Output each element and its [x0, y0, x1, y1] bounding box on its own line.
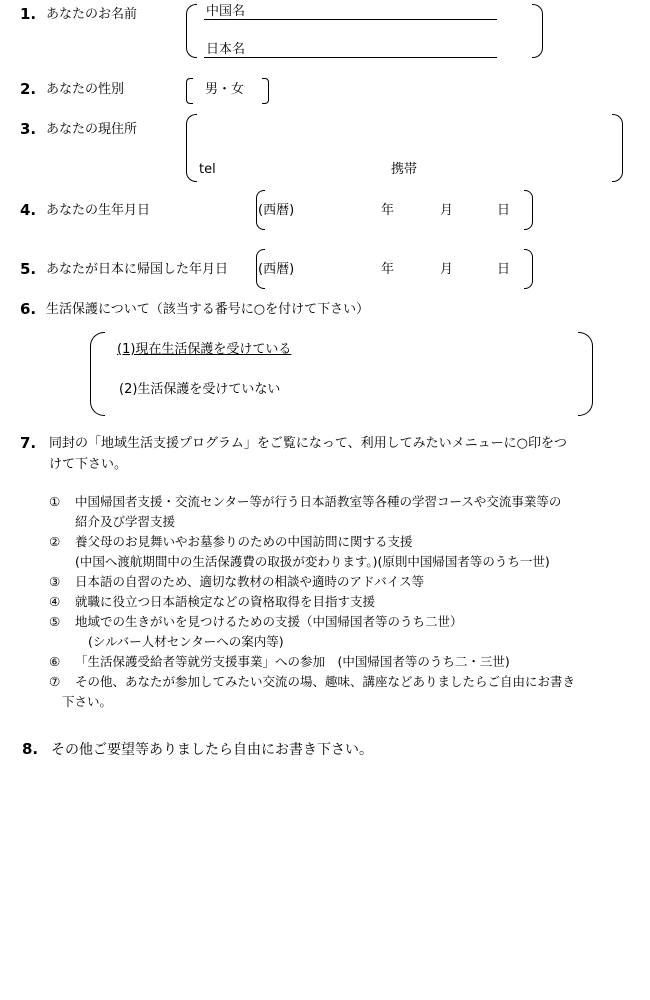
menu-item-5-line-2: (シルバー人材センターへの案内等) — [88, 634, 284, 649]
q1-bracket-right — [532, 4, 543, 58]
q2-label: あなたの性別 — [46, 82, 125, 97]
q5-day: 日 — [497, 262, 511, 277]
japanese-name-field[interactable] — [204, 57, 497, 58]
q5-year: 年 — [381, 262, 395, 277]
q4-label: あなたの生年月日 — [46, 203, 151, 218]
menu-item-5-line-1: 地域での生きがいを見つけるための支援（中国帰国者等のうち二世） — [75, 614, 463, 629]
q7-line-2: けて下さい。 — [49, 457, 128, 472]
menu-item-4-line-1: 就職に役立つ日本語検定などの資格取得を目指す支援 — [75, 594, 376, 609]
q6-bracket-left — [90, 332, 105, 416]
q7-line-1: 同封の「地域生活支援プログラム」をご覧になって、利用してみたいメニューに○印をつ — [49, 436, 567, 451]
q3-bracket-right — [612, 114, 623, 182]
q2-number: 2. — [20, 80, 37, 98]
q1-label: あなたのお名前 — [46, 7, 138, 22]
q5-number: 5. — [20, 260, 37, 278]
q4-day: 日 — [497, 203, 511, 218]
menu-item-2-line-2: (中国へ渡航期間中の生活保護費の取扱が変わります。)(原則中国帰国者等のうち一世) — [75, 554, 550, 569]
menu-mark-2[interactable]: ② — [49, 534, 61, 549]
q6-number: 6. — [20, 300, 37, 318]
menu-item-7-line-1: その他、あなたが参加してみたい交流の場、趣味、講座などありましたらご自由にお書き — [75, 674, 576, 689]
q4-number: 4. — [20, 201, 37, 219]
menu-item-1-line-1: 中国帰国者支援・交流センター等が行う日本語教室等各種の学習コースや交流事業等の — [75, 494, 562, 509]
q2-bracket-left — [186, 78, 193, 104]
q5-month: 月 — [440, 262, 454, 277]
menu-item-1-line-2: 紹介及び学習支援 — [75, 514, 176, 529]
menu-mark-5[interactable]: ⑤ — [49, 614, 61, 629]
menu-item-2-line-1: 養父母のお見舞いやお墓参りのための中国訪問に関する支援 — [75, 534, 413, 549]
q6-bracket-right — [578, 332, 593, 416]
q4-month: 月 — [440, 203, 454, 218]
chinese-name-label: 中国名 — [206, 4, 246, 19]
menu-mark-4[interactable]: ④ — [49, 594, 61, 609]
q3-label: あなたの現住所 — [46, 122, 138, 137]
menu-mark-7[interactable]: ⑦ — [49, 674, 61, 689]
q3-number: 3. — [20, 120, 37, 138]
menu-item-3-line-1: 日本語の自習のため、適切な教材の相談や適時のアドバイス等 — [75, 574, 425, 589]
q7-number: 7. — [20, 434, 37, 452]
q5-era: (西暦) — [258, 262, 295, 277]
q4-era: (西暦) — [258, 203, 295, 218]
q1-number: 1. — [20, 5, 37, 23]
q8-number: 8. — [22, 740, 39, 758]
q3-bracket-left — [186, 114, 197, 182]
q1-bracket-left — [186, 4, 197, 58]
welfare-option-1[interactable]: (1)現在生活保護を受けている — [117, 342, 292, 357]
q6-label: 生活保護について（該当する番号に○を付けて下さい） — [46, 302, 370, 317]
q4-year: 年 — [381, 203, 395, 218]
menu-mark-6[interactable]: ⑥ — [49, 654, 61, 669]
tel-label: tel — [199, 162, 216, 177]
japanese-name-label: 日本名 — [206, 42, 246, 57]
q5-bracket-right — [524, 249, 533, 289]
welfare-option-2[interactable]: (2)生活保護を受けていない — [119, 382, 281, 397]
mobile-label: 携帯 — [391, 162, 418, 177]
menu-item-6-line-1: 「生活保護受給者等就労支援事業」への参加 (中国帰国者等のうち二・三世) — [75, 654, 510, 669]
menu-mark-1[interactable]: ① — [49, 494, 61, 509]
menu-item-7-line-2: 下さい。 — [62, 694, 113, 709]
gender-options[interactable]: 男・女 — [205, 82, 245, 97]
menu-mark-3[interactable]: ③ — [49, 574, 61, 589]
q5-label: あなたが日本に帰国した年月日 — [46, 262, 229, 277]
q4-bracket-right — [524, 190, 533, 230]
q2-bracket-right — [262, 78, 269, 104]
chinese-name-field[interactable] — [204, 19, 497, 20]
q8-label: その他ご要望等ありましたら自由にお書き下さい。 — [51, 742, 373, 758]
